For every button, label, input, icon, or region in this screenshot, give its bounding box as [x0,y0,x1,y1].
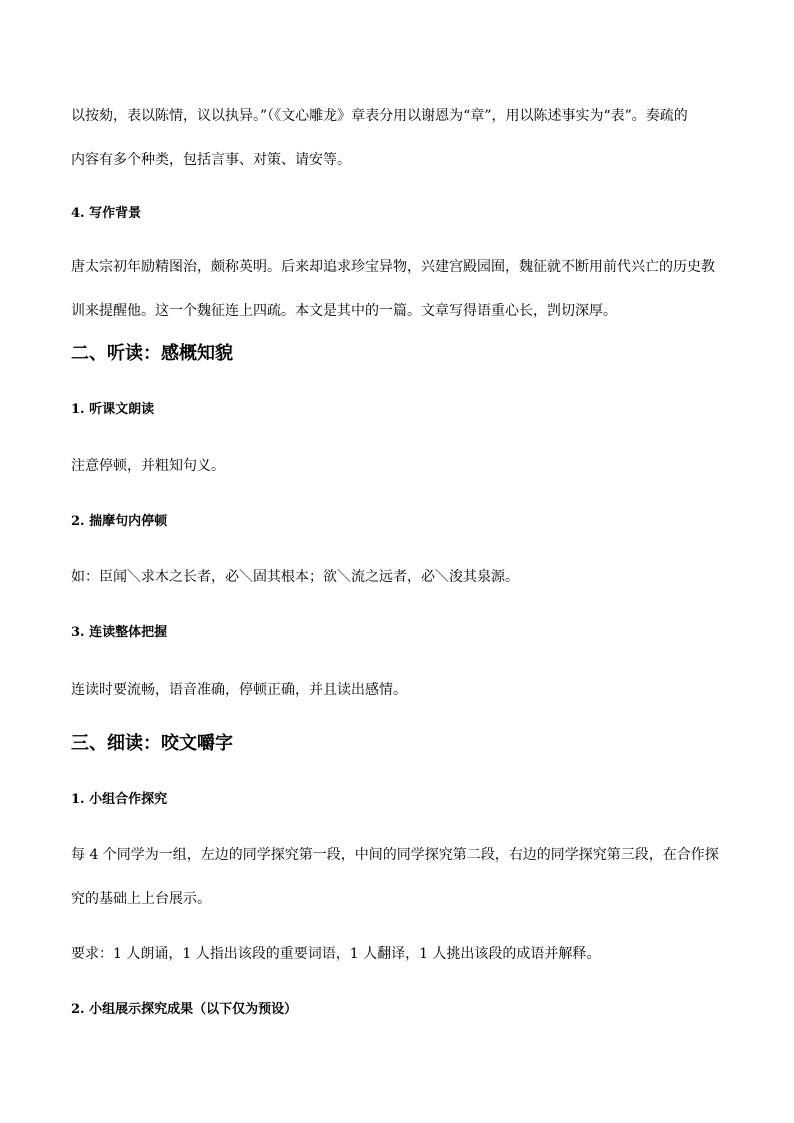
s2-item1-text: 注意停顿，并粗知句义。 [71,458,225,474]
intro-line-1: 以按劾，表以陈情，议以执异。”（《文心雕龙》章表分用以谢恩为“章”，用以陈述事实为“表”。奏疏的 [71,108,688,124]
s3-item2-heading: 2. 小组展示探究成果（以下仅为预设） [71,1002,298,1017]
intro-line-2: 内容有多个种类，包括言事、对策、请安等。 [71,152,351,168]
s2-item2-text: 如：臣闻＼求木之长者，必＼固其根本；欲＼流之远者，必＼浚其泉源。 [71,569,519,585]
s2-item1-heading: 1. 听课文朗读 [71,402,155,417]
s3-item1-requirement: 要求：1 人朗诵，1 人指出该段的重要词语，1 人翻译，1 人挑出该段的成语并解释。 [71,946,601,962]
background-line-1: 唐太宗初年励精图治，颇称英明。后来却追求珍宝异物，兴建宫殿园囿，魏征就不断用前代兴亡的历史教 [71,259,715,275]
s3-item1-line-2: 究的基础上上台展示。 [71,891,211,907]
s3-item1-line-1: 每 4 个同学为一组，左边的同学探究第一段，中间的同学探究第二段，右边的同学探究第三段，在合作探 [71,847,719,863]
background-line-2: 训来提醒他。这一个魏征连上四疏。本文是其中的一篇。文章写得语重心长，剀切深厚。 [71,303,617,319]
s2-item3-heading: 3. 连读整体把握 [71,625,168,640]
s2-item2-heading: 2. 揣摩句内停顿 [71,514,168,529]
s2-item3-text: 连读时要流畅，语音准确，停顿正确，并且读出感情。 [71,682,407,698]
background-heading: 4. 写作背景 [71,206,142,221]
section-2-title: 二、听读：感概知貌 [71,343,233,364]
s3-item1-heading: 1. 小组合作探究 [71,792,168,807]
section-3-title: 三、细读：咬文嚼字 [71,733,233,754]
